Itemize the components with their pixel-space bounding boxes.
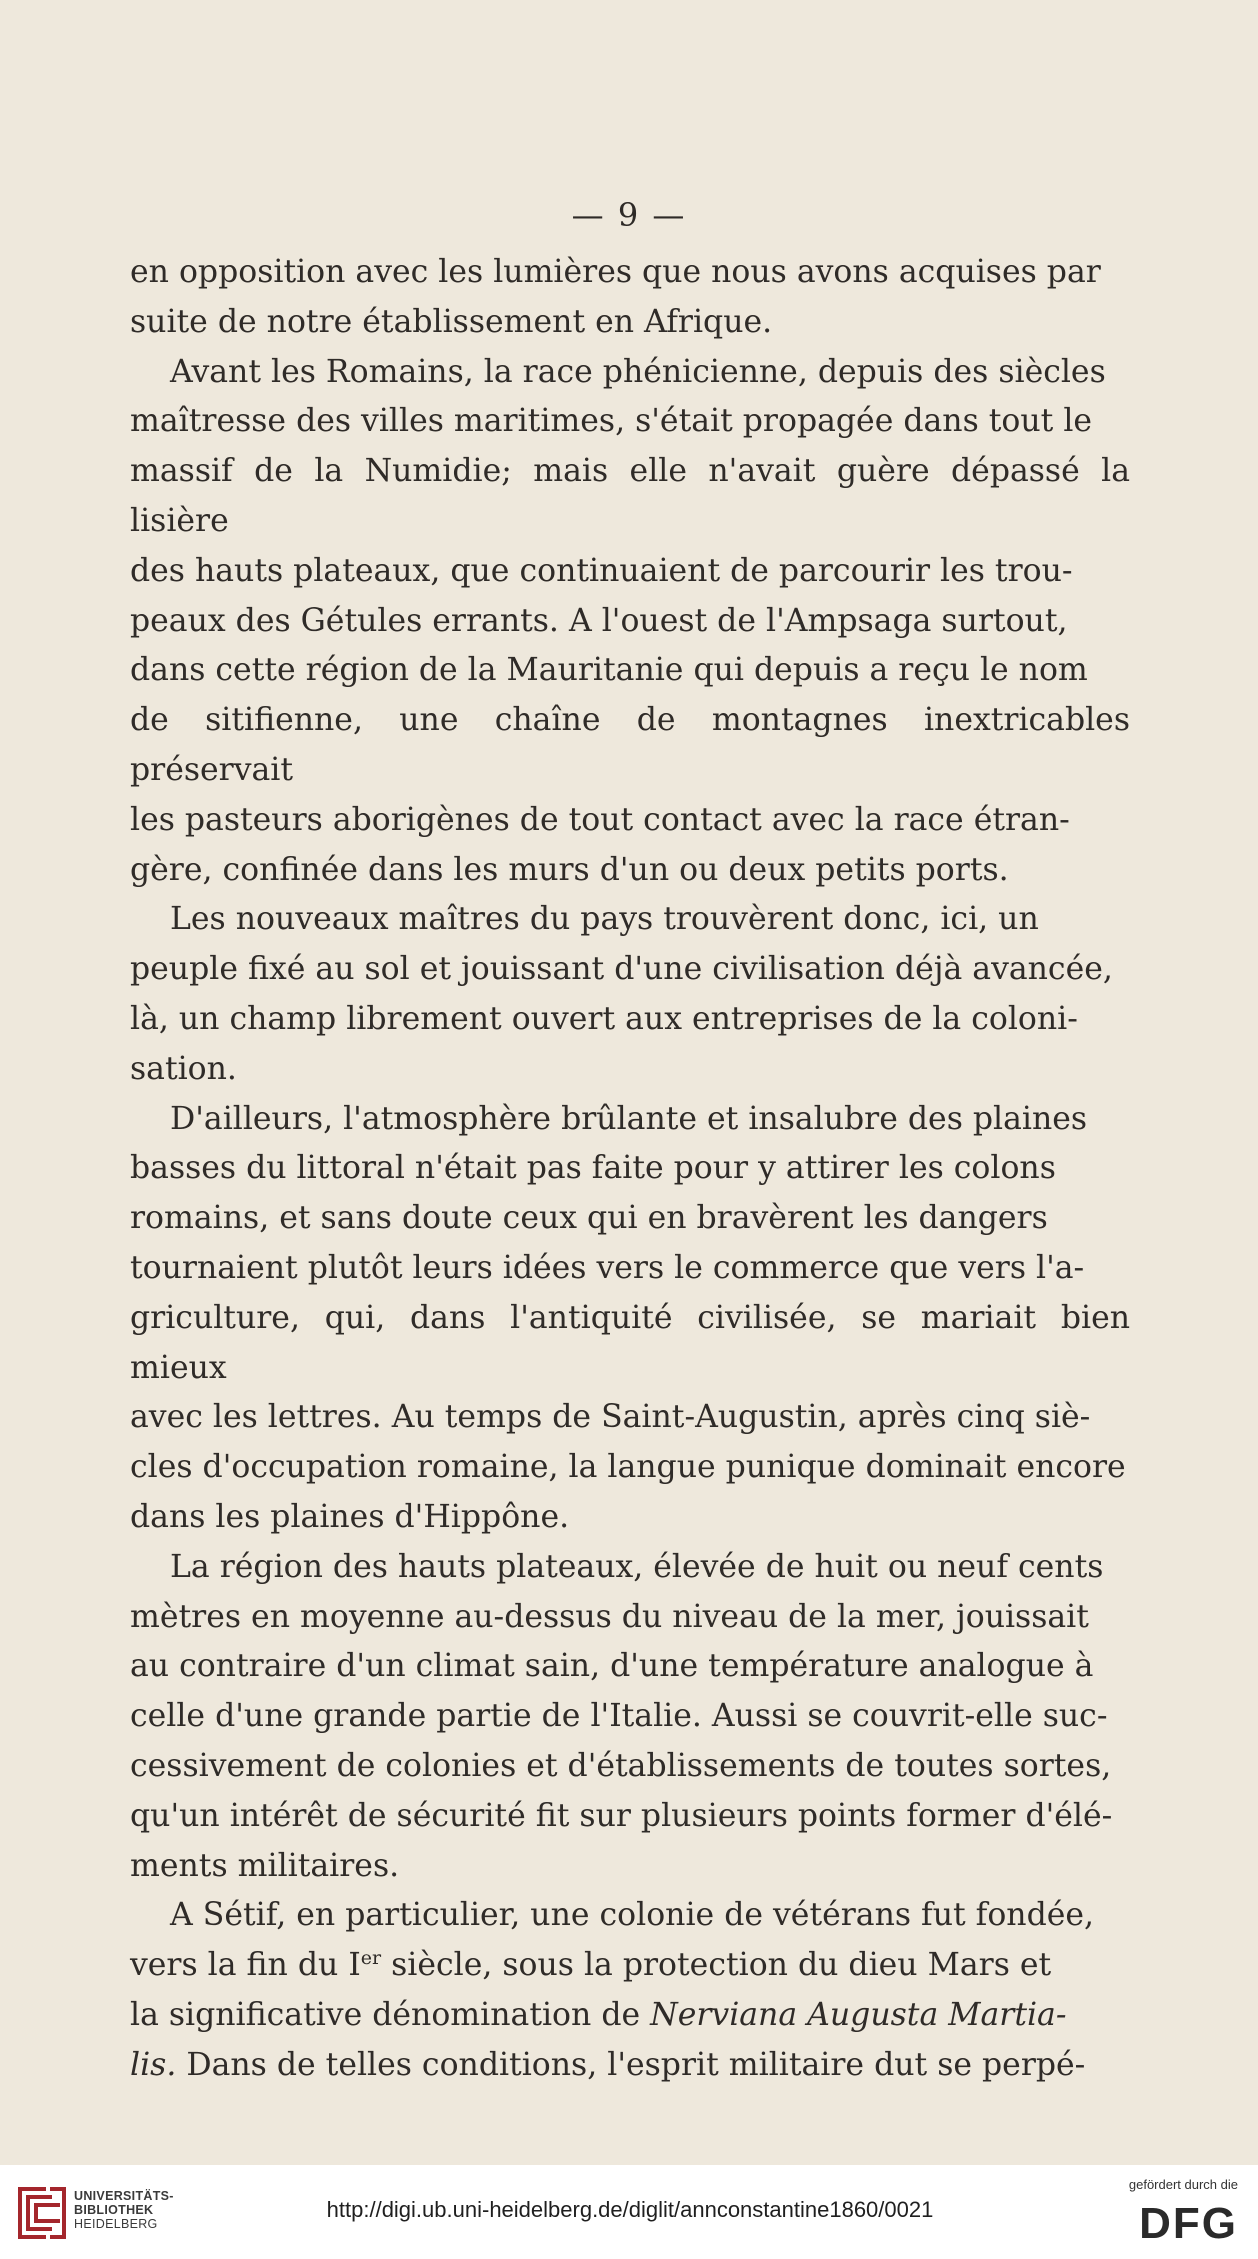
paragraph bbox=[130, 895, 1130, 1094]
footer-bar bbox=[0, 2165, 1258, 2259]
text-line: cles d'occupation romaine, la langue punique dominait encore bbox=[130, 1449, 1126, 1486]
source-url-link[interactable]: http://digi.ub.uni-heidelberg.de/diglit/annconstantine1860/0021 bbox=[326, 2197, 934, 2222]
text-line: romains, et sans doute ceux qui en bravèrent les dangers bbox=[130, 1200, 1048, 1237]
text-line: avec les lettres. Au temps de Saint-Augustin, après cinq siè- bbox=[130, 1399, 1091, 1436]
text-line: D'ailleurs, l'atmosphère brûlante et insalubre des plaines bbox=[170, 1100, 1088, 1137]
text-line: au contraire d'un climat sain, d'une température analogue à bbox=[130, 1648, 1094, 1685]
text-line: tournaient plutôt leurs idées vers le commerce que vers l'a- bbox=[130, 1249, 1085, 1286]
text-line: La région des hauts plateaux, élevée de huit ou neuf cents bbox=[170, 1548, 1104, 1585]
text-line: maîtresse des villes maritimes, s'était propagée dans tout le bbox=[130, 403, 1093, 440]
text-line: massif de la Numidie; mais elle n'avait guère dépassé la lisière bbox=[130, 453, 1130, 539]
text-line: cessivement de colonies et d'établissements de toutes sortes, bbox=[130, 1747, 1112, 1784]
paragraph-setif bbox=[130, 1891, 1130, 2090]
text-line: celle d'une grande partie de l'Italie. Aussi se couvrit-elle suc- bbox=[130, 1698, 1108, 1735]
text-line: griculture, qui, dans l'antiquité civilisée, se mariait bien mieux bbox=[130, 1299, 1130, 1386]
library-line: UNIVERSITÄTS- bbox=[74, 2189, 174, 2203]
text-line: là, un champ librement ouvert aux entreprises de la coloni- bbox=[130, 1000, 1078, 1037]
text-line: A Sétif, en particulier, une colonie de vétérans fut fondée, bbox=[170, 1897, 1095, 1934]
text-line: mètres en moyenne au-dessus du niveau de la mer, jouissait bbox=[130, 1598, 1089, 1635]
text-line: Dans de telles conditions, l'esprit militaire dut se perpé- bbox=[176, 2046, 1086, 2083]
funding-text: gefördert durch die bbox=[1128, 2177, 1238, 2192]
text-line: dans les plaines d'Hippône. bbox=[130, 1498, 570, 1535]
text-line: des hauts plateaux, que continuaient de parcourir les trou- bbox=[130, 552, 1073, 589]
paragraph bbox=[130, 348, 1130, 896]
text-line: vers la fin du I bbox=[130, 1947, 361, 1984]
italic-name: Nerviana Augusta Martia- bbox=[650, 1996, 1067, 2033]
page-number: — 9 — bbox=[571, 196, 687, 234]
text-line: Avant les Romains, la race phénicienne, depuis des siècles bbox=[170, 353, 1106, 390]
text-line: dans cette région de la Mauritanie qui depuis a reçu le nom bbox=[130, 652, 1088, 689]
text-line: peaux des Gétules errants. A l'ouest de l'Ampsaga surtout, bbox=[130, 602, 1068, 639]
library-line: HEIDELBERG bbox=[74, 2217, 158, 2231]
text-line: les pasteurs aborigènes de tout contact avec la race étran- bbox=[130, 801, 1070, 838]
dfg-logo: DFG bbox=[1139, 2199, 1238, 2248]
text-line: siècle, sous la protection du dieu Mars et bbox=[381, 1947, 1052, 1984]
paragraph bbox=[130, 248, 1130, 348]
text-line: basses du littoral n'était pas faite pour y attirer les colons bbox=[130, 1150, 1056, 1187]
text-line: de sitifienne, une chaîne de montagnes inextricables préservait bbox=[130, 702, 1130, 788]
italic-name: lis. bbox=[130, 2046, 177, 2083]
text-line: ments militaires. bbox=[130, 1847, 400, 1884]
text-line: Les nouveaux maîtres du pays trouvèrent donc, ici, un bbox=[170, 901, 1039, 938]
text-line: qu'un intérêt de sécurité fit sur plusieurs points former d'élé- bbox=[130, 1797, 1113, 1834]
text-line: peuple fixé au sol et jouissant d'une civilisation déjà avancée, bbox=[130, 951, 1113, 988]
superscript: er bbox=[360, 1947, 382, 1970]
university-library-logo-icon bbox=[12, 2183, 72, 2243]
body-text bbox=[130, 248, 1130, 2090]
text-line: suite de notre établissement en Afrique. bbox=[130, 303, 773, 340]
library-line: BIBLIOTHEK bbox=[74, 2203, 154, 2217]
paragraph bbox=[130, 1543, 1130, 1892]
library-name bbox=[74, 2189, 174, 2231]
text-line: la significative dénomination de bbox=[130, 1996, 651, 2033]
text-line: en opposition avec les lumières que nous avons acquises par bbox=[130, 254, 1101, 290]
paragraph bbox=[130, 1095, 1130, 1543]
text-line: sation. bbox=[130, 1050, 237, 1087]
text-line: gère, confinée dans les murs d'un ou deux petits ports. bbox=[130, 851, 1009, 888]
